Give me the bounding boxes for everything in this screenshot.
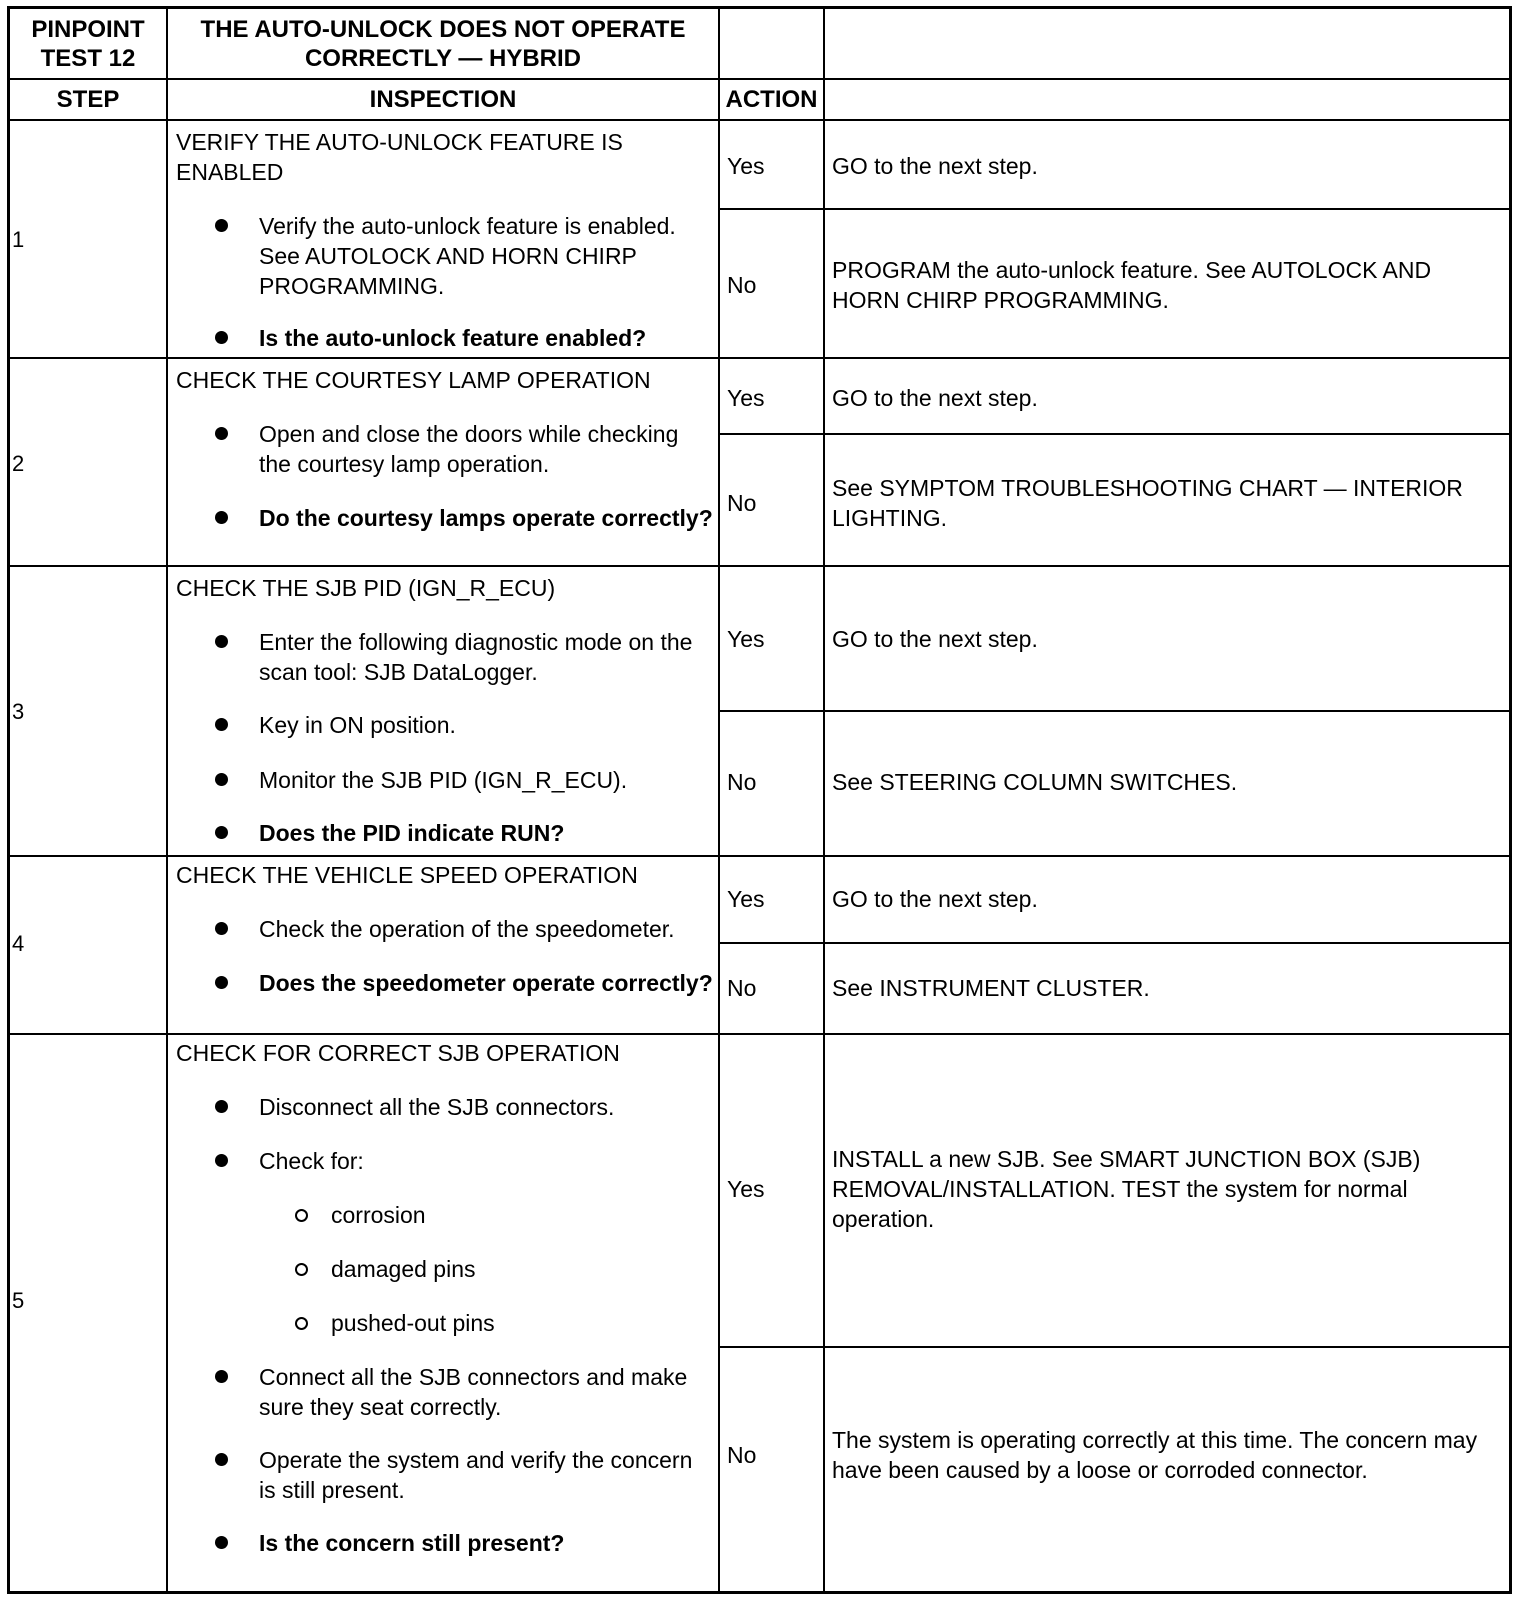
step-number: 1: [12, 227, 25, 252]
action-no: See STEERING COLUMN SWITCHES.: [832, 769, 1238, 795]
bullet-icon: [215, 331, 228, 344]
bullet-icon: [215, 1536, 228, 1549]
step-heading: VERIFY THE AUTO-UNLOCK FEATURE IS ENABLED: [176, 129, 623, 185]
answer-divider: [718, 942, 1509, 944]
action-yes: GO to the next step.: [832, 886, 1038, 912]
action-no: See SYMPTOM TROUBLESHOOTING CHART — INTERIOR LIGHTING.: [832, 475, 1463, 531]
answer-no: No: [727, 490, 757, 516]
step-heading: CHECK THE COURTESY LAMP OPERATION: [176, 367, 651, 393]
row-divider: [10, 1033, 1509, 1035]
column-header-inspection: INSPECTION: [369, 86, 517, 113]
action-no: The system is operating correctly at this time. The concern may have been caused by a loose or corroded connector.: [832, 1427, 1478, 1483]
action-yes: INSTALL a new SJB. See SMART JUNCTION BOX (SJB) REMOVAL/INSTALLATION. TEST the system for normal operation.: [832, 1146, 1421, 1232]
row-divider: [10, 119, 1509, 121]
step-heading: CHECK THE SJB PID (IGN_R_ECU): [176, 575, 556, 601]
bullet-icon: [215, 427, 228, 440]
inspection-question: Does the speedometer operate correctly?: [215, 968, 715, 998]
pinpoint-test-label: PINPOINT TEST 12: [31, 15, 145, 72]
answer-divider: [718, 208, 1509, 210]
answer-divider: [718, 710, 1509, 712]
answer-no: No: [727, 769, 757, 795]
bullet-icon: [215, 976, 228, 989]
bullet-icon: [215, 826, 228, 839]
answer-divider: [718, 433, 1509, 435]
action-no: See INSTRUMENT CLUSTER.: [832, 975, 1150, 1001]
inspection-bullet: Monitor the SJB PID (IGN_R_ECU).: [215, 765, 715, 795]
answer-no: No: [727, 1442, 757, 1468]
check-sub-item: pushed-out pins: [295, 1308, 715, 1338]
answer-yes: Yes: [727, 153, 765, 179]
step-number: 5: [12, 1288, 25, 1313]
column-header-action: ACTION: [725, 86, 818, 113]
answer-yes: Yes: [727, 886, 765, 912]
row-divider: [10, 565, 1509, 567]
hollow-bullet-icon: [295, 1317, 308, 1330]
step-heading: CHECK FOR CORRECT SJB OPERATION: [176, 1040, 620, 1066]
bullet-icon: [215, 635, 228, 648]
answer-yes: Yes: [727, 1176, 765, 1202]
inspection-bullet: Connect all the SJB connectors and make sure they seat correctly.: [215, 1362, 715, 1422]
column-divider: [718, 9, 720, 1591]
bullet-icon: [215, 219, 228, 232]
bullet-icon: [215, 1370, 228, 1383]
inspection-question: Do the courtesy lamps operate correctly?: [215, 503, 715, 533]
step-number: 3: [12, 699, 25, 724]
hollow-bullet-icon: [295, 1263, 308, 1276]
check-sub-item: damaged pins: [295, 1254, 715, 1284]
inspection-bullet: Open and close the doors while checking the courtesy lamp operation.: [215, 419, 715, 479]
bullet-icon: [215, 1154, 228, 1167]
action-yes: GO to the next step.: [832, 385, 1038, 411]
bullet-icon: [215, 511, 228, 524]
answer-yes: Yes: [727, 385, 765, 411]
bullet-icon: [215, 1453, 228, 1466]
action-no: PROGRAM the auto-unlock feature. See AUTOLOCK AND HORN CHIRP PROGRAMMING.: [832, 257, 1432, 313]
inspection-bullet: Operate the system and verify the concern is still present.: [215, 1445, 715, 1505]
column-divider: [823, 9, 825, 1591]
inspection-bullet: Check the operation of the speedometer.: [215, 914, 715, 944]
bullet-icon: [215, 922, 228, 935]
inspection-bullet: Check for:: [215, 1146, 715, 1176]
answer-no: No: [727, 975, 757, 1001]
answer-divider: [718, 1346, 1509, 1348]
row-divider: [10, 855, 1509, 857]
bullet-icon: [215, 1100, 228, 1113]
inspection-question: Is the auto-unlock feature enabled?: [215, 323, 715, 353]
inspection-bullet: Verify the auto-unlock feature is enabled. See AUTOLOCK AND HORN CHIRP PROGRAMMING.: [215, 211, 715, 301]
bullet-icon: [215, 773, 228, 786]
answer-no: No: [727, 272, 757, 298]
column-header-step: STEP: [56, 86, 120, 113]
bullet-icon: [215, 718, 228, 731]
step-number: 2: [12, 451, 25, 476]
action-yes: GO to the next step.: [832, 153, 1038, 179]
column-divider: [166, 9, 168, 1591]
inspection-question: Does the PID indicate RUN?: [215, 818, 715, 848]
hollow-bullet-icon: [295, 1209, 308, 1222]
test-title: THE AUTO-UNLOCK DOES NOT OPERATE CORRECTLY — HYBRID: [200, 15, 686, 72]
row-divider: [10, 357, 1509, 359]
pinpoint-test-table: [7, 6, 1512, 1594]
check-sub-item: corrosion: [295, 1200, 715, 1230]
inspection-bullet: Disconnect all the SJB connectors.: [215, 1092, 715, 1122]
inspection-bullet: Key in ON position.: [215, 710, 715, 740]
action-yes: GO to the next step.: [832, 626, 1038, 652]
inspection-question: Is the concern still present?: [215, 1528, 715, 1558]
step-heading: CHECK THE VEHICLE SPEED OPERATION: [176, 862, 638, 888]
inspection-bullet: Enter the following diagnostic mode on the scan tool: SJB DataLogger.: [215, 627, 715, 687]
step-number: 4: [12, 931, 25, 956]
answer-yes: Yes: [727, 626, 765, 652]
